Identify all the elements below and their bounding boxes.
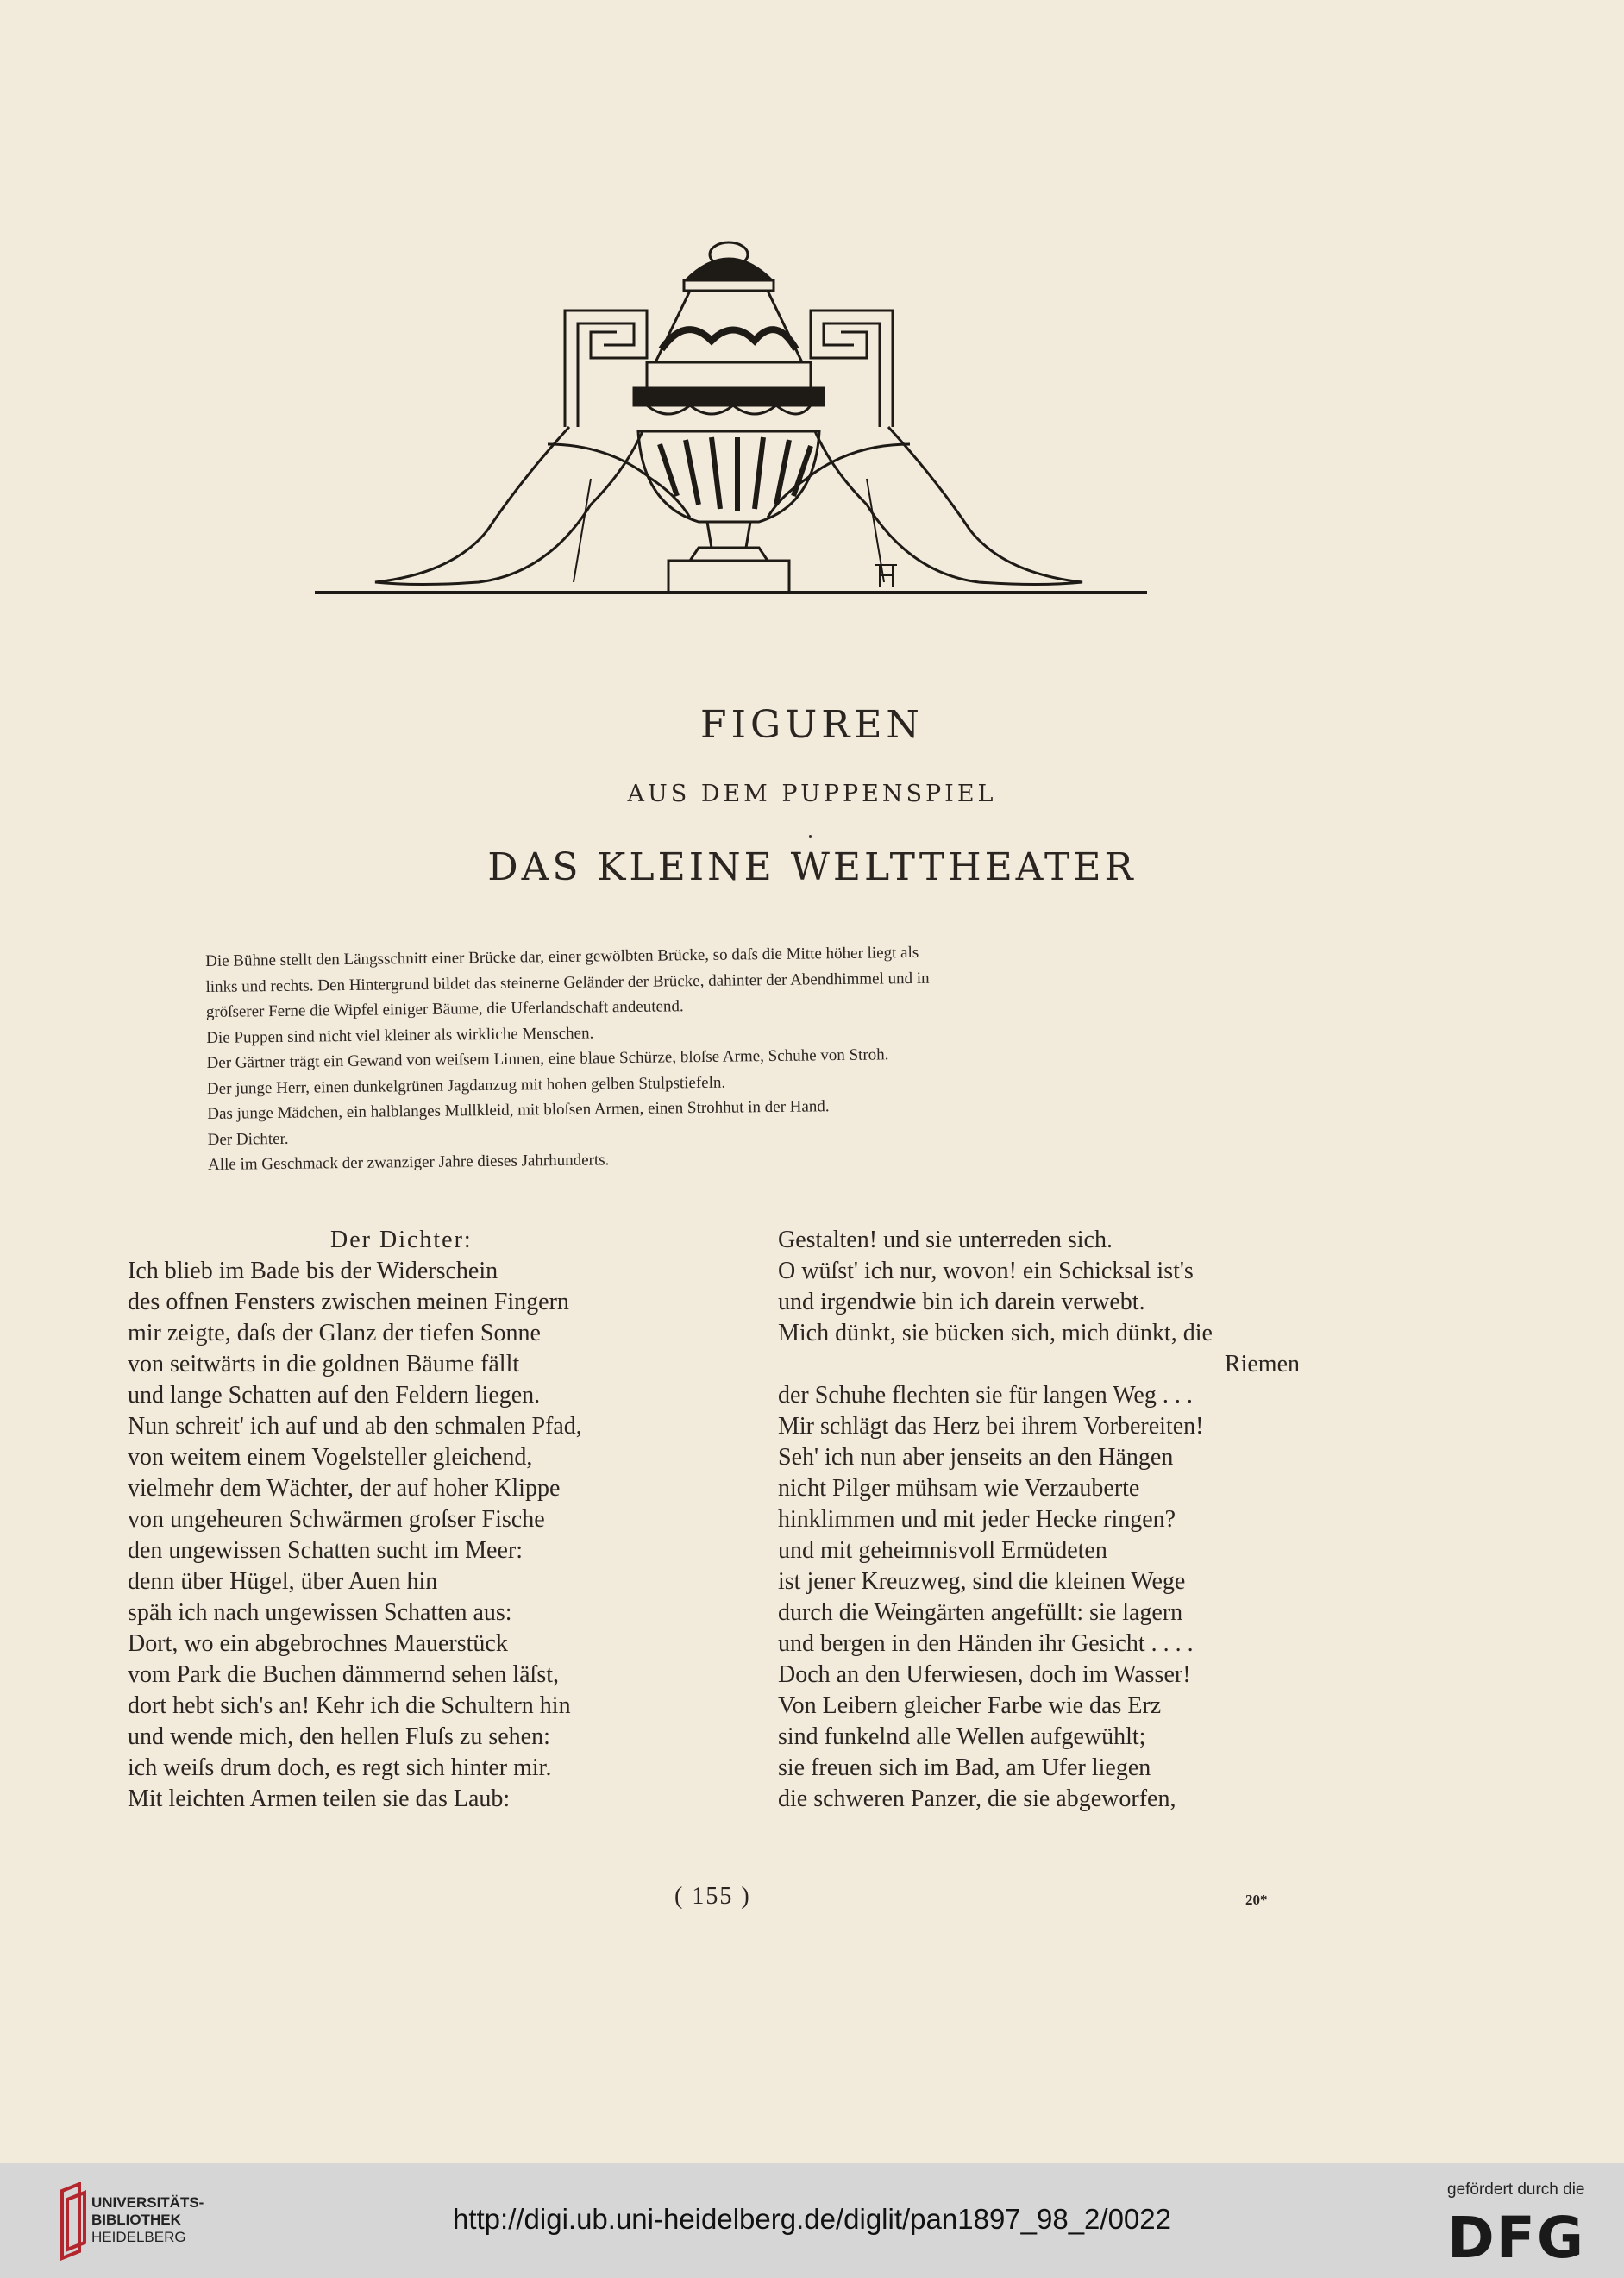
library-line-3: HEIDELBERG: [91, 2229, 186, 2245]
verse-line: Dort, wo ein abgebrochnes Mauerstück: [128, 1630, 508, 1657]
separator-dot: [809, 835, 812, 838]
verse-line: vielmehr dem Wächter, der auf hoher Klippe: [128, 1475, 561, 1502]
verse-line: durch die Weingärten angefüllt: sie lagern: [778, 1599, 1183, 1626]
library-line-2: BIBLIOTHEK: [91, 2212, 181, 2228]
verse-line: nicht Pilger mühsam wie Verzauberte: [778, 1475, 1140, 1502]
library-line-1: UNIVERSITÄTS-: [91, 2194, 204, 2211]
verse-line: Von Leibern gleicher Farbe wie das Erz: [778, 1692, 1162, 1719]
intro-line: links und rechts. Den Hintergrund bildet das steinerne Geländer der Brücke, dahinter der Abendhimmel und in: [205, 969, 930, 996]
page-number: ( 155 ): [674, 1883, 751, 1910]
page-title: FIGUREN: [700, 703, 924, 747]
verse-line: Mir schlägt das Herz bei ihrem Vorbereiten!: [778, 1413, 1204, 1440]
verse-line: und bergen in den Händen ihr Gesicht . . . .: [778, 1630, 1194, 1657]
verse-line: ist jener Kreuzweg, sind die kleinen Wege: [778, 1568, 1186, 1595]
verse-line: den ungewissen Schatten sucht im Meer:: [128, 1537, 524, 1564]
verse-line: denn über Hügel, über Auen hin: [128, 1568, 438, 1595]
intro-line: Der Gärtner trägt ein Gewand von weiſsem Linnen, eine blaue Schürze, bloſse Arme, Schuhe von Stroh.: [206, 1045, 889, 1072]
intro-line: Das junge Mädchen, ein halblanges Mullkleid, mit bloſsen Armen, einen Strohhut in der Hand.: [207, 1097, 830, 1123]
verse-line: Ich blieb im Bade bis der Widerschein: [128, 1258, 498, 1284]
permalink-url[interactable]: http://digi.ub.uni-heidelberg.de/diglit/pan1897_98_2/0022: [452, 2203, 1171, 2235]
intro-line: Alle im Geschmack der zwanziger Jahre dieses Jahrhunderts.: [207, 1151, 610, 1174]
verse-line: von ungeheuren Schwärmen groſser Fische: [128, 1506, 545, 1533]
verse-line: Seh' ich nun aber jenseits an den Hängen: [778, 1444, 1174, 1471]
verse-line: O wüſst' ich nur, wovon! ein Schicksal ist's: [778, 1258, 1194, 1284]
signature-mark: 20*: [1245, 1892, 1268, 1908]
urn-vignette-illustration: [306, 220, 1169, 617]
stage-directions: [205, 936, 1260, 1177]
verse-line: Nun schreit' ich auf und ab den schmalen Pfad,: [128, 1413, 582, 1440]
verse-line: von weitem einem Vogelsteller gleichend,: [128, 1444, 533, 1471]
intro-line: Die Bühne stellt den Längsschnitt einer Brücke dar, einer gewölbten Brücke, so daſs die Mitte höher liegt als: [205, 943, 919, 970]
verse-line: Gestalten! und sie unterreden sich.: [778, 1227, 1113, 1253]
verse-line: die schweren Panzer, die sie abgeworfen,: [778, 1785, 1176, 1812]
speaker-name: Der Dichter:: [330, 1227, 473, 1253]
verse-line: vom Park die Buchen dämmernd sehen läſst,: [128, 1661, 559, 1688]
verse-line: des offnen Fensters zwischen meinen Fingern: [128, 1289, 569, 1315]
verse-line: hinklimmen und mit jeder Hecke ringen?: [778, 1506, 1176, 1533]
footer-bar: [0, 2163, 1624, 2278]
funded-by-label: gefördert durch die: [1447, 2181, 1585, 2199]
dfg-logo[interactable]: DFG: [1447, 2205, 1586, 2271]
verse-line: sind funkelnd alle Wellen aufgewühlt;: [778, 1723, 1146, 1750]
verse-line: späh ich nach ungewissen Schatten aus:: [128, 1599, 512, 1626]
verse-line: Doch an den Uferwiesen, doch im Wasser!: [778, 1661, 1191, 1688]
verse-line-overflow: Riemen: [1224, 1351, 1300, 1377]
verse-line: Mich dünkt, sie bücken sich, mich dünkt, die: [778, 1320, 1213, 1346]
verse-line: ich weiſs drum doch, es regt sich hinter mir.: [128, 1754, 552, 1781]
verse-line: und lange Schatten auf den Feldern liegen.: [128, 1382, 541, 1409]
verse-line: von seitwärts in die goldnen Bäume fällt: [128, 1351, 520, 1377]
intro-line: Die Puppen sind nicht viel kleiner als wirkliche Menschen.: [206, 1024, 594, 1047]
intro-line: Der Dichter.: [207, 1129, 289, 1149]
verse-line: mir zeigte, daſs der Glanz der tiefen Sonne: [128, 1320, 541, 1346]
verse-line: der Schuhe flechten sie für langen Weg . . .: [778, 1382, 1193, 1409]
intro-line: gröſserer Ferne die Wipfel einiger Bäume, die Uferlandschaft andeutend.: [205, 997, 684, 1021]
verse-line: und mit geheimnisvoll Ermüdeten: [778, 1537, 1107, 1564]
page-subtitle: AUS DEM PUPPENSPIEL: [627, 781, 997, 807]
verse-line: dort hebt sich's an! Kehr ich die Schultern hin: [128, 1692, 571, 1719]
verse-column-right: [778, 1225, 1300, 1815]
verse-line: sie freuen sich im Bad, am Ufer liegen: [778, 1754, 1151, 1781]
verse-line: und wende mich, den hellen Fluſs zu sehen:: [128, 1723, 550, 1750]
verse-line: und irgendwie bin ich darein verwebt.: [778, 1289, 1145, 1315]
verse-column-left: [128, 1225, 731, 1815]
verse-line: Mit leichten Armen teilen sie das Laub:: [128, 1785, 511, 1812]
intro-line: Der junge Herr, einen dunkelgrünen Jagdanzug mit hohen gelben Stulpstiefeln.: [206, 1073, 726, 1098]
main-title: DAS KLEINE WELTTHEATER: [487, 845, 1137, 889]
